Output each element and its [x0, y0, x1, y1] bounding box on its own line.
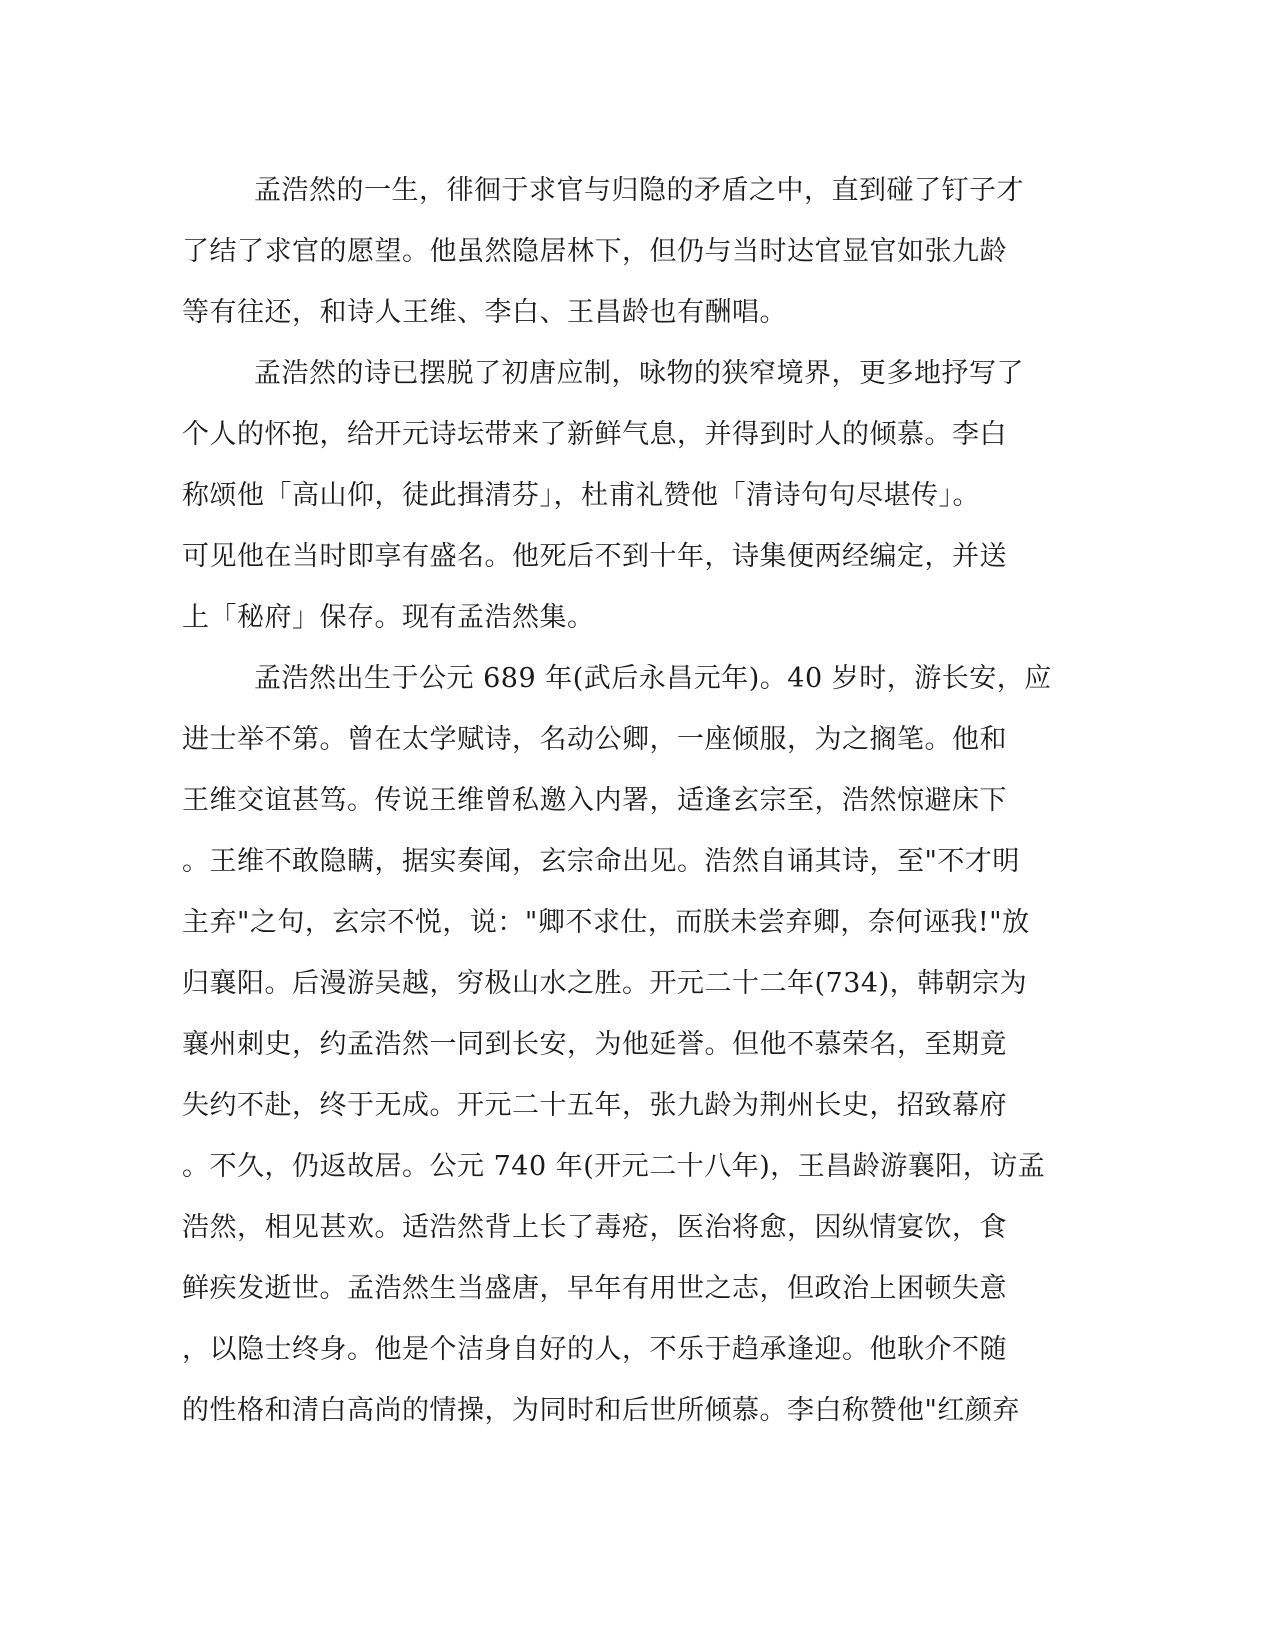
body-text — [182, 160, 1052, 1441]
paragraph-3-line-12: ，以隐士终身。他是个洁身自好的人，不乐于趋承逢迎。他耿介不随 — [182, 1334, 1007, 1365]
paragraph-1-line-1: 孟浩然的一生，徘徊于求官与归隐的矛盾之中，直到碰了钉子才 — [254, 175, 1024, 206]
paragraph-3-line-2: 进士举不第。曾在太学赋诗，名动公卿，一座倾服，为之搁笔。他和 — [182, 724, 1007, 755]
paragraph-2-line-2: 个人的怀抱，给开元诗坛带来了新鲜气息，并得到时人的倾慕。李白 — [182, 419, 1007, 450]
paragraph-3-line-9: 。不久，仍返故居。公元 740 年(开元二十八年)，王昌龄游襄阳，访孟 — [182, 1151, 1046, 1182]
paragraph-3-line-7: 襄州刺史，约孟浩然一同到长安，为他延誉。但他不慕荣名，至期竟 — [182, 1029, 1007, 1060]
paragraph-2-line-3: 称颂他「高山仰，徒此揖清芬」，杜甫礼赞他「清诗句句尽堪传」。 — [182, 480, 980, 511]
paragraph-3-line-6: 归襄阳。后漫游吴越，穷极山水之胜。开元二十二年(734)，韩朝宗为 — [182, 968, 1028, 999]
paragraph-3-line-5: 主弃"之句，玄宗不悦，说："卿不求仕，而朕未尝弃卿，奈何诬我!"放 — [182, 907, 1030, 938]
paragraph-3-line-1: 孟浩然出生于公元 689 年(武后永昌元年)。40 岁时，游长安，应 — [254, 663, 1052, 694]
paragraph-3-line-10: 浩然，相见甚欢。适浩然背上长了毒疮，医治将愈，因纵情宴饮，食 — [182, 1212, 1007, 1243]
paragraph-2-line-5: 上「秘府」保存。现有孟浩然集。 — [182, 602, 595, 633]
paragraph-3-line-11: 鲜疾发逝世。孟浩然生当盛唐，早年有用世之志，但政治上困顿失意 — [182, 1273, 1007, 1304]
paragraph-1-line-3: 等有往还，和诗人王维、李白、王昌龄也有酬唱。 — [182, 297, 787, 328]
paragraph-1-line-2: 了结了求官的愿望。他虽然隐居林下，但仍与当时达官显官如张九龄 — [182, 236, 1007, 267]
paragraph-2-line-1: 孟浩然的诗已摆脱了初唐应制，咏物的狭窄境界，更多地抒写了 — [254, 358, 1024, 389]
paragraph-3-line-4: 。王维不敢隐瞒，据实奏闻，玄宗命出见。浩然自诵其诗，至"不才明 — [182, 846, 1020, 877]
paragraph-2-line-4: 可见他在当时即享有盛名。他死后不到十年，诗集便两经编定，并送 — [182, 541, 1007, 572]
paragraph-3-line-8: 失约不赴，终于无成。开元二十五年，张九龄为荆州长史，招致幕府 — [182, 1090, 1007, 1121]
paragraph-3-line-13: 的性格和清白高尚的情操，为同时和后世所倾慕。李白称赞他"红颜弃 — [182, 1395, 1020, 1426]
paragraph-3-line-3: 王维交谊甚笃。传说王维曾私邀入内署，适逢玄宗至，浩然惊避床下 — [182, 785, 1007, 816]
